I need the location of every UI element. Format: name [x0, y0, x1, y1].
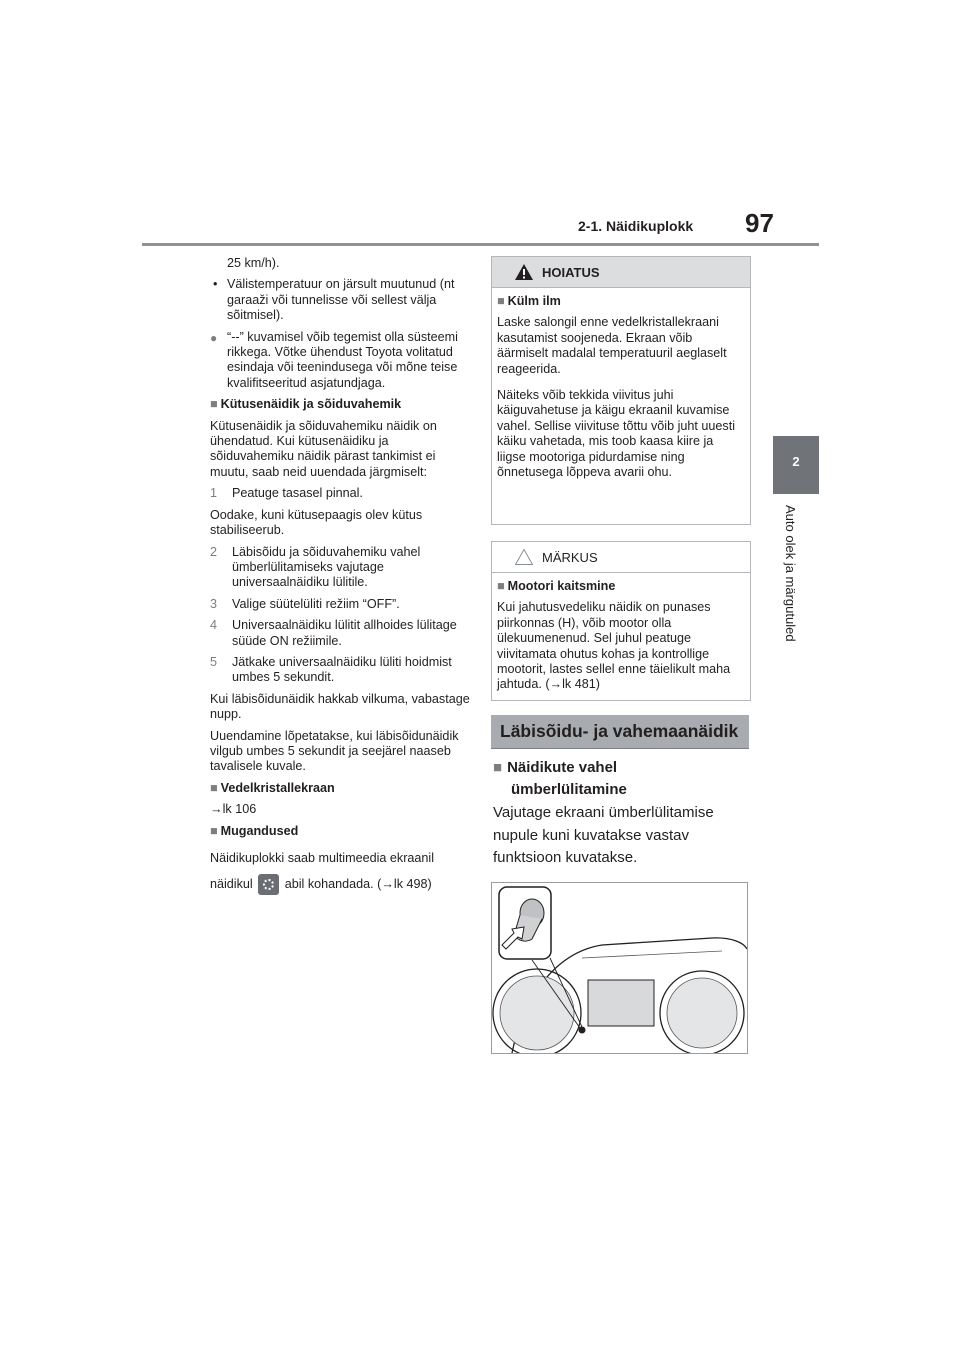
subsection-heading: ■ Näidikute vahel ümberlülitamine: [493, 759, 627, 798]
step-3: 3 Valige süütelüliti režiim “OFF”.: [210, 596, 400, 611]
square-bullet-icon: ■: [497, 579, 505, 593]
warning-triangle-icon: [514, 263, 534, 281]
instrument-cluster-illustration: [492, 883, 747, 1053]
warning-paragraph-1: Laske salongil enne vedelkristallekraani kasutamist soojeneda. Ekraan võib äärmiselt madalal temperatuuril aeglaselt reageerida.: [497, 315, 727, 376]
warning-title: HOIATUS: [542, 265, 600, 280]
settings-gear-icon: [258, 874, 279, 895]
notice-box: [491, 541, 751, 701]
notice-paragraph: Kui jahutusvedeliku näidik on punases piirkonnas (H), võib mootor olla ülekuumenenud. Sel juhul peatuge viivitamata ohutus kohas ja kontrollige mootorit, lastes sellel enne täielikult maha jahtuda. (→lk 481): [497, 600, 731, 692]
square-bullet-icon: ■: [210, 397, 218, 412]
notice-subtitle: ■ Mootori kaitsmine: [497, 579, 616, 593]
square-bullet-icon: ■: [493, 759, 503, 776]
square-bullet-icon: ■: [497, 294, 505, 308]
circle-bullet-icon: ●: [210, 330, 218, 345]
chapter-tab-number: 2: [792, 454, 800, 469]
left-column: [210, 256, 472, 903]
step-4: 4 Universaalnäidiku lülitit allhoides lülitage süüde ON režiimile.: [210, 618, 457, 648]
running-header-section: 2-1. Näidikuplokk: [578, 218, 694, 234]
fuel-paragraph-4: Uuendamine lõpetatakse, kui läbisõidunäidik vilgub umbes 5 sekundit ja seejärel naaseb tavalisele kuvale.: [210, 728, 459, 774]
step-1: 1 Peatuge tasasel pinnal.: [210, 486, 363, 501]
note-item: ● “--” kuvamisel võib tegemist olla süsteemi rikkega. Võtke ühendust Toyota volitatud esindaja või teenindusega või mõne teise kvalifitseeritud asjatundjaga.: [210, 329, 458, 390]
notice-title: MÄRKUS: [542, 550, 598, 565]
instrument-cluster-figure: [491, 882, 748, 1054]
step-5: 5 Jätkake universaalnäidiku lüliti hoidmist umbes 5 sekundit.: [210, 654, 452, 685]
fuel-paragraph-3: Kui läbisõidunäidik hakkab vilkuma, vabastage nupp.: [210, 691, 470, 722]
custom-paragraph: Näidikuplokki saab multimeedia ekraanil näidikul abil kohandada. (→lk 498): [210, 845, 472, 897]
step-2: 2 Läbisõidu ja sõiduvahemiku vahel ümberlülitamiseks vajutage universaalnäidiku lülitile.: [210, 544, 421, 590]
section-heading: Läbisõidu- ja vahemaanäidik: [500, 721, 739, 741]
section-lcd-heading: ■ Vedelkristallekraan: [210, 780, 335, 795]
fuel-paragraph-2: Oodake, kuni kütusepaagis olev kütus stabiliseerub.: [210, 507, 423, 538]
warning-box: [491, 256, 751, 525]
fuel-paragraph-1: Kütusenäidik ja sõiduvahemiku näidik on ühendatud. Kui kütusenäidiku ja sõiduvahemiku näidik pärast tankimist ei muutu, saab neid uuendada järgmiselt:: [210, 418, 437, 479]
switch-instructions: Vajutage ekraani ümberlülitamise nupule kuni kuvatakse vastav funktsioon kuvatakse.: [493, 804, 714, 866]
section-fuel-heading: ■ Kütusenäidik ja sõiduvahemik: [210, 397, 402, 412]
header-rule: [142, 243, 819, 246]
warning-paragraph-2: Näiteks võib tekkida viivitus juhi käiguvahetuse ja käigu ekraanil kuvamise vahel. Sellise viivituse tõttu võib juht uuesti käiku vahetada, mis toob kaasa kiire ja liigse mootoriga pidurdamise ning õnnetusega lõppeva avarii ohu.: [497, 388, 736, 480]
square-bullet-icon: ■: [210, 780, 218, 795]
notice-triangle-icon: [514, 548, 534, 566]
bullet-item: • Välistemperatuur on järsult muutunud (nt garaaži või tunnelisse või sellest välja sõitmisel).: [213, 277, 455, 323]
page-number: 97: [745, 208, 774, 238]
warning-subtitle: ■ Külm ilm: [497, 294, 561, 308]
chapter-tab-label: Auto olek ja märgutuled: [783, 505, 798, 642]
lcd-page-ref: →lk 106: [210, 802, 257, 817]
square-bullet-icon: ■: [210, 823, 218, 838]
continued-line: 25 km/h).: [227, 256, 280, 270]
warning-box-header: [492, 257, 750, 288]
section-custom-heading: ■ Mugandused: [210, 823, 299, 838]
notice-box-header: [492, 542, 750, 573]
